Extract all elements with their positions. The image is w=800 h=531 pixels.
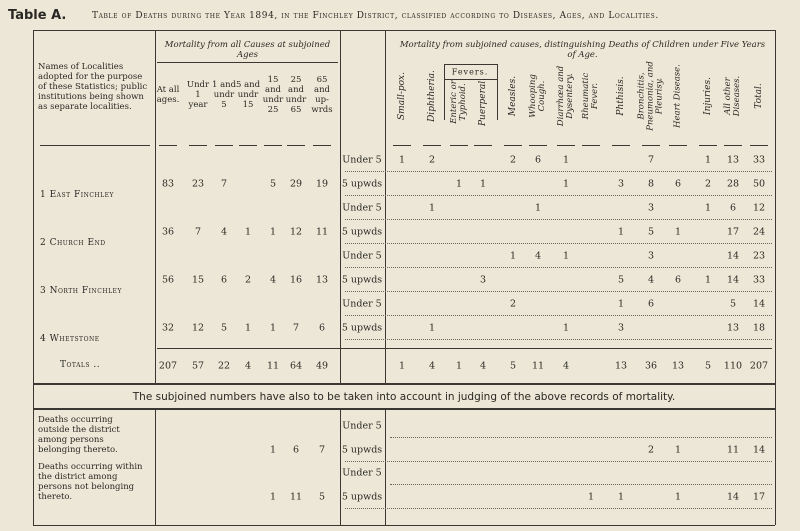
age-cell: 2 (244, 274, 252, 286)
row-label-5-upwards: 5 upwds (341, 322, 383, 334)
age-cell: 1 (269, 322, 277, 334)
total-disease-cell: 110 (723, 360, 743, 372)
age-header-underline (189, 145, 207, 146)
total-age-cell: 11 (266, 360, 280, 372)
disease-cell: 3 (647, 202, 655, 214)
age-cell: 4 (220, 226, 228, 238)
table-right-border (775, 30, 776, 525)
disease-cell: 6 (647, 298, 655, 310)
age-cell: 1 (244, 322, 252, 334)
age-cell: 1 (269, 226, 277, 238)
total-disease-cell: 4 (428, 360, 436, 372)
extra-row-separator (390, 484, 772, 485)
totals-bottom-border (33, 383, 775, 385)
disease-cell: 50 (752, 178, 766, 190)
disease-header-underline (612, 145, 630, 146)
locality-name: 2 Church End (40, 238, 106, 248)
extra-disease-cell: 2 (647, 444, 655, 456)
age-cell: 7 (220, 178, 228, 190)
disease-header-underline (474, 145, 492, 146)
age-cell: 7 (292, 322, 300, 334)
disease-cell: 1 (562, 250, 570, 262)
age-cell: 12 (289, 226, 303, 238)
disease-cell: 33 (752, 154, 766, 166)
age-cell: 29 (289, 178, 303, 190)
disease-cell: 1 (479, 178, 487, 190)
disease-cell: 7 (647, 154, 655, 166)
disease-header-underline (557, 145, 575, 146)
age-cell: 19 (315, 178, 329, 190)
row-label-under5: Under 5 (342, 467, 382, 479)
disease-header-underline (450, 145, 468, 146)
extra-age-cell: 1 (269, 491, 277, 503)
row-separator (345, 171, 772, 172)
disease-cell: 3 (617, 322, 625, 334)
table-top-border (33, 30, 775, 31)
disease-col-header-rheumatic-fever: Rheumatic Fever. (581, 72, 600, 120)
age-cell: 16 (289, 274, 303, 286)
age-col-header-25-and-under-65: 25 and undr 65 (285, 75, 307, 115)
total-disease-cell: 5 (704, 360, 712, 372)
title-label: Table A. (8, 8, 67, 23)
row-label-5-upwards: 5 upwds (341, 178, 383, 190)
fevers-top-line (444, 64, 497, 65)
disease-col-header-total: Total. (754, 83, 764, 109)
disease-cell: 3 (617, 178, 625, 190)
age-header-underline (159, 145, 177, 146)
fevers-right-line (497, 64, 498, 120)
disease-cell: 1 (617, 298, 625, 310)
disease-header-underline (393, 145, 411, 146)
disease-col-header-heart-disease: Heart Disease. (672, 64, 683, 128)
disease-cell: 14 (752, 298, 766, 310)
disease-cell: 1 (562, 178, 570, 190)
row-separator (345, 315, 772, 316)
row-separator (345, 291, 772, 292)
table-bottom-border (33, 525, 775, 526)
disease-header-underline (504, 145, 522, 146)
extra-disease-cell: 14 (726, 491, 740, 503)
disease-cell: 1 (509, 250, 517, 262)
disease-cell: 5 (617, 274, 625, 286)
total-age-cell: 57 (191, 360, 205, 372)
totals-top-rule (157, 348, 772, 349)
locality-name: 1 East Finchley (40, 190, 114, 200)
disease-cell: 2 (428, 154, 436, 166)
extra-row-separator (345, 461, 772, 462)
total-disease-cell: 1 (398, 360, 406, 372)
disease-cell: 3 (479, 274, 487, 286)
disease-cell: 2 (704, 178, 712, 190)
row-label-5-upwards: 5 upwds (341, 444, 383, 456)
row-label-5-upwards: 5 upwds (341, 226, 383, 238)
age-cell: 32 (161, 322, 175, 334)
disease-cell: 24 (752, 226, 766, 238)
row-label-under5: Under 5 (342, 420, 382, 432)
extra-age-cell: 11 (289, 491, 303, 503)
disease-col-header-diarrhoea-dysentery: Diarrhœa and Dysentery. (556, 65, 575, 127)
title-text: Table of Deaths during the Year 1894, in the Finchley District, classified according to Diseases, Ages, and Localities. (92, 11, 659, 21)
total-age-cell: 22 (217, 360, 231, 372)
disease-cell: 1 (562, 154, 570, 166)
subjoined-note: The subjoined numbers have also to be taken into account in judging of the above records of mortality. (132, 391, 676, 403)
disease-header-underline (750, 145, 768, 146)
age-header-underline (287, 145, 305, 146)
extra-age-cell: 7 (318, 444, 326, 456)
total-age-cell: 4 (244, 360, 252, 372)
disease-header-underline (529, 145, 547, 146)
extra-disease-cell: 14 (752, 444, 766, 456)
ages-header-line (157, 62, 338, 63)
extra-disease-cell: 17 (752, 491, 766, 503)
extra-row-label: Deaths occurring within the district among persons not belonging thereto. (38, 462, 143, 502)
disease-cell: 4 (534, 250, 542, 262)
row-separator (345, 267, 772, 268)
age-cell: 11 (315, 226, 329, 238)
total-age-cell: 207 (158, 360, 178, 372)
disease-col-header-all-other-diseases: All other Diseases. (723, 75, 742, 117)
disease-header-underline (423, 145, 441, 146)
row-label-5-upwards: 5 upwds (341, 274, 383, 286)
disease-header-underline (669, 145, 687, 146)
extra-disease-cell: 1 (617, 491, 625, 503)
age-cell: 36 (161, 226, 175, 238)
disease-cell: 6 (534, 154, 542, 166)
disease-col-header-phthisis: Phthisis. (616, 76, 626, 116)
age-header-underline (215, 145, 233, 146)
divider-names (155, 30, 156, 383)
age-cell: 83 (161, 178, 175, 190)
disease-cell: 1 (428, 202, 436, 214)
disease-col-header-measles: Measles. (508, 75, 518, 117)
age-cell: 7 (194, 226, 202, 238)
age-cell: 4 (269, 274, 277, 286)
disease-col-header-whooping-cough: Whooping Cough. (528, 74, 547, 118)
disease-cell: 4 (647, 274, 655, 286)
age-cell: 13 (315, 274, 329, 286)
disease-cell: 1 (617, 226, 625, 238)
disease-cell: 23 (752, 250, 766, 262)
row-label-under5: Under 5 (342, 154, 382, 166)
age-cell: 6 (220, 274, 228, 286)
extra-row-label: Deaths occurring outside the district among persons belonging thereto. (38, 415, 120, 455)
disease-header-underline (699, 145, 717, 146)
disease-cell: 1 (704, 202, 712, 214)
age-cell: 23 (191, 178, 205, 190)
age-col-header-at-all-ages: At all ages. (156, 85, 180, 105)
disease-cell: 1 (428, 322, 436, 334)
age-col-header-under-1-year: Undr 1 year (186, 80, 210, 110)
disease-cell: 5 (729, 298, 737, 310)
disease-header-underline (582, 145, 600, 146)
disease-cell: 28 (726, 178, 740, 190)
disease-cell: 1 (704, 154, 712, 166)
locality-name: 3 North Finchley (40, 286, 122, 296)
extra-age-cell: 5 (318, 491, 326, 503)
age-cell: 6 (318, 322, 326, 334)
age-cell: 1 (244, 226, 252, 238)
disease-header-underline (724, 145, 742, 146)
extra-disease-cell: 1 (587, 491, 595, 503)
divider-ages-lower (340, 408, 341, 525)
age-header-underline (239, 145, 257, 146)
disease-cell: 6 (674, 274, 682, 286)
total-disease-cell: 13 (614, 360, 628, 372)
age-cell: 15 (191, 274, 205, 286)
age-header-underline (264, 145, 282, 146)
extra-disease-cell: 1 (674, 491, 682, 503)
disease-cell: 12 (752, 202, 766, 214)
age-col-header-5-and-under-15: 5 and undr 15 (235, 80, 261, 110)
age-cell: 5 (220, 322, 228, 334)
total-disease-cell: 4 (562, 360, 570, 372)
age-cell: 56 (161, 274, 175, 286)
total-disease-cell: 207 (749, 360, 769, 372)
total-disease-cell: 1 (455, 360, 463, 372)
disease-cell: 13 (726, 322, 740, 334)
disease-cell: 18 (752, 322, 766, 334)
total-age-cell: 64 (289, 360, 303, 372)
disease-cell: 6 (729, 202, 737, 214)
disease-cell: 14 (726, 274, 740, 286)
fevers-label: Fevers. (451, 67, 489, 77)
row-separator (345, 339, 772, 340)
extra-disease-cell: 11 (726, 444, 740, 456)
disease-cell: 1 (398, 154, 406, 166)
age-cell: 5 (269, 178, 277, 190)
disease-cell: 3 (647, 250, 655, 262)
disease-cell: 14 (726, 250, 740, 262)
divider-names-lower (155, 408, 156, 525)
extra-row-separator (345, 508, 772, 509)
row-label-under5: Under 5 (342, 298, 382, 310)
disease-col-header-injuries: Injuries. (703, 77, 713, 115)
disease-cell: 17 (726, 226, 740, 238)
disease-cell: 8 (647, 178, 655, 190)
row-separator (345, 195, 772, 196)
age-header-underline (313, 145, 331, 146)
disease-cell: 1 (704, 274, 712, 286)
disease-cell: 2 (509, 154, 517, 166)
extra-age-cell: 6 (292, 444, 300, 456)
extra-disease-cell: 1 (674, 444, 682, 456)
disease-cell: 6 (674, 178, 682, 190)
disease-col-header-bronchitis-pneumonia-pleurisy: Bronchitis, Pneumonia, and Pleurisy. (636, 61, 665, 131)
extra-age-cell: 1 (269, 444, 277, 456)
table-left-border (33, 30, 34, 525)
note-bottom-border (33, 408, 775, 410)
disease-cell: 1 (674, 226, 682, 238)
disease-cell: 33 (752, 274, 766, 286)
extra-row-separator (390, 437, 772, 438)
disease-col-header-puerperal: Puerperal. (478, 78, 488, 126)
age-col-header-65-and-upwards: 65 and up-wrds (311, 75, 333, 115)
fevers-left-line (444, 64, 445, 120)
disease-col-header-enteric-typhoid: Enteric or Typhoid. (449, 80, 468, 124)
age-cell: 12 (191, 322, 205, 334)
disease-header-underline (642, 145, 660, 146)
disease-cell: 13 (726, 154, 740, 166)
row-separator (345, 243, 772, 244)
totals-label: Totals .. (60, 360, 101, 370)
disease-col-header-diphtheria: Diphtheria. (427, 70, 437, 122)
row-separator (345, 219, 772, 220)
total-age-cell: 49 (315, 360, 329, 372)
row-label-under5: Under 5 (342, 250, 382, 262)
disease-cell: 5 (647, 226, 655, 238)
locality-name: 4 Whetstone (40, 334, 100, 344)
all-causes-header: Mortality from all Causes at subjoined Ages (164, 40, 331, 60)
divider-rowlabels (385, 30, 386, 383)
disease-cell: 2 (509, 298, 517, 310)
total-disease-cell: 36 (644, 360, 658, 372)
names-header-underline (40, 145, 150, 146)
disease-cell: 1 (562, 322, 570, 334)
names-of-localities-header: Names of Localities adopted for the purpose of these Statistics; public institutions being shown as separate localities. (38, 62, 148, 112)
total-disease-cell: 5 (509, 360, 517, 372)
age-col-header-15-and-under-25: 15 and undr 25 (262, 75, 284, 115)
disease-col-header-smallpox: Small-pox. (397, 72, 407, 120)
total-disease-cell: 4 (479, 360, 487, 372)
row-label-5-upwards: 5 upwds (341, 491, 383, 503)
age-col-header-1-and-under-5: 1 and undr 5 (211, 80, 237, 110)
total-disease-cell: 13 (671, 360, 685, 372)
row-label-under5: Under 5 (342, 202, 382, 214)
subjoined-causes-header: Mortality from subjoined causes, distinguishing Deaths of Children under Five Years of Age. (399, 40, 766, 60)
total-disease-cell: 11 (531, 360, 545, 372)
disease-cell: 1 (455, 178, 463, 190)
disease-cell: 1 (534, 202, 542, 214)
